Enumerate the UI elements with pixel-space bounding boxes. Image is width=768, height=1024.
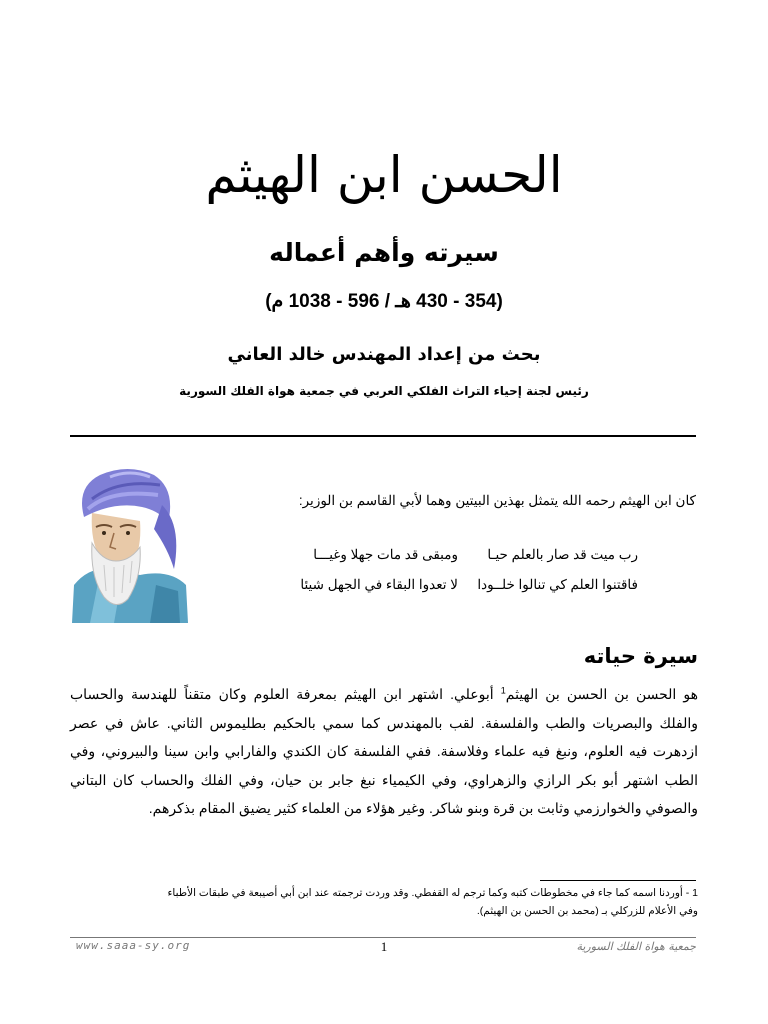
author-line: بحث من إعداد المهندس خالد العاني (227, 344, 541, 365)
footer-divider (70, 937, 696, 938)
paragraph-line: هو الحسن بن الحسن بن الهيثم$^1$ أبوعلي. اشتهر ابن الهيثم بمعرفة العلوم وكان متقناً للهندسة والحساب (70, 685, 698, 702)
verse-2-first-hemistich: فاقتنوا العلم كي تنالوا خلــودا (477, 577, 638, 592)
verse-2-second-hemistich: لا تعدوا البقاء في الجهل شيئا (300, 577, 458, 592)
section-heading: سيرة حياته (583, 644, 698, 668)
footnote-line: وفي الأعلام للزركلي بـ (محمد بن الحسن بن الهيثم). (476, 905, 698, 917)
paragraph-line: والفلك والبصريات والطب والفلسفة. لقب بالمهندس كما سمي بالحكيم بطليموس الثاني. عاش في عصر (70, 714, 698, 731)
page-subtitle: سيرته وأهم أعماله (269, 238, 499, 267)
page-number: 1 (380, 939, 388, 954)
verse-1-first-hemistich: رب ميت قد صار بالعلم حيـا (487, 547, 638, 562)
verse-1-second-hemistich: ومبقى قد مات جهلا وغيـــا (313, 547, 458, 562)
footnote-ref[interactable]: 1 (500, 685, 506, 696)
footnote (70, 884, 698, 920)
intro-text: كان ابن الهيثم رحمه الله يتمثل بهذين البيتين وهما لأبي القاسم بن الوزير: (298, 493, 696, 508)
paragraph-line: والصوفي والخوارزمي وثابت بن قرة وبنو شاكر. وغير هؤلاء من العلماء كثير يضيق المقام بذكرهم. (148, 800, 698, 816)
paragraph-line: ازدهرت فيه العلوم، ونبغ فيه علماء وفلاسفة. ففي الفلسفة كان الكندي والفارابي وابن سينا والبيروني، وفي (70, 743, 698, 759)
page-title: الحسن ابن الهيثم (205, 146, 563, 204)
footnote-divider (540, 880, 696, 881)
portrait-image (70, 465, 188, 623)
footnote-line: 1 - أوردنا اسمه كما جاء في مخطوطات كتبه وكما ترجم له القفطي. وقد وردت ترجمته عند ابن أبي أصيبعة في طبقات الأطباء (167, 887, 698, 899)
society-name: جمعية هواة الفلك السورية (576, 940, 696, 953)
website-link[interactable]: www.saaa-sy.org (76, 939, 191, 952)
lifespan-dates: (354 - 430 هـ / 596 - 1038 م) (265, 291, 503, 312)
affiliation-line: رئيس لجنة إحياء التراث الفلكي العربي في جمعية هواة الفلك السورية (179, 384, 589, 398)
biography-paragraph (70, 680, 698, 823)
paragraph-line: الطب اشتهر أبو بكر الرازي والزهراوي، وفي الكيمياء نبغ جابر بن حيان، وفي الفلك والحساب كان البتاني (70, 771, 698, 788)
header-divider (70, 435, 696, 437)
